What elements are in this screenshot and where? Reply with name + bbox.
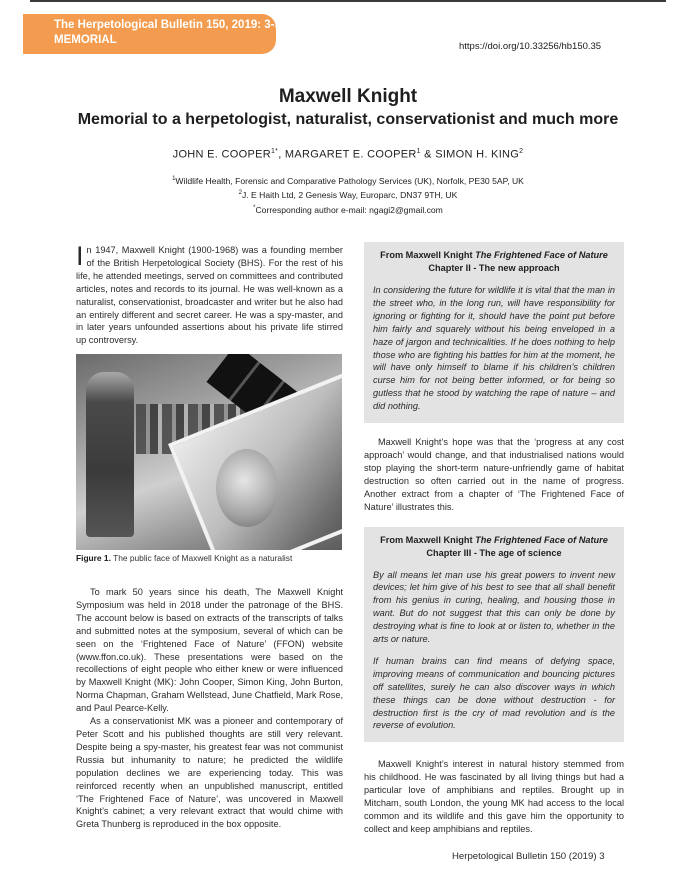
author-affil-mark: 1 [416, 148, 421, 155]
affil-mark: 1 [172, 176, 176, 182]
journal-citation: The Herpetological Bulletin 150, 2019: 3-5 [54, 19, 281, 31]
author-affil-mark: 2 [519, 148, 524, 155]
affil-mark: * [253, 204, 256, 211]
left-intro [76, 241, 343, 347]
author-separator: & [420, 148, 436, 161]
quote-box-heading [373, 249, 615, 275]
photo-portrait-face [216, 449, 278, 527]
author-affil-mark: 1* [270, 148, 279, 155]
box-heading-book: The Frightened Face of Nature [475, 534, 608, 545]
top-rule [30, 0, 666, 2]
box-heading-book: The Frightened Face of Nature [475, 250, 608, 260]
quote-text: By all means let man use his great powers to invent new devices; let him give of his best to see that all shall benefit from his genius in curing, healing, and housing those in want. But do not suggest that this can only be done by destroying what is fine to look at or listen to, whether in the arts or nature. [373, 569, 615, 645]
figure-caption-text: The public face of Maxwell Knight as a naturalist [110, 553, 293, 563]
affil-text: J. E Haith Ltd, 2 Genesis Way, Europarc, DN37 9TH, UK [241, 190, 458, 201]
article-subtitle: Memorial to a herpetologist, naturalist, conservationist and much more [77, 111, 619, 128]
intro-paragraph [76, 241, 343, 347]
body-paragraph: As a conservationist MK was a pioneer and contemporary of Peter Scott and his published thoughts are still very relevant. Despite being a spy-master, his greatest fear was not communist Russia but inhumanity to nature; he predicted the wildlife population declines we are experiencing today. This was reinforced recently when an unpublished manuscript, entitled ‘The Frightened Face of Nature’, was uncovered in Maxwell Knight’s cabinet; a very relevant extract that would chime with Greta Thunberg is reproduced in the box opposite. [76, 716, 343, 830]
running-footer: Herpetological Bulletin 150 (2019) 3 [452, 851, 605, 862]
box-heading-prefix: From Maxwell Knight [380, 250, 476, 260]
doi-link[interactable]: https://doi.org/10.33256/hb150.35 [459, 41, 602, 52]
author-name: SIMON H. KING [435, 148, 520, 161]
affil-text: Wildlife Health, Forensic and Comparative Pathology Services (UK), Norfolk, PE30 5AP, UK [175, 175, 524, 186]
author-name: JOHN E. COOPER [172, 148, 271, 161]
author-list [0, 148, 696, 161]
figure-1-photo [76, 354, 342, 550]
left-body [76, 586, 343, 831]
affil-mark: 2 [238, 190, 242, 197]
quote-text: If human brains can find means of defying space, improving means of communication and bouncing pictures off satellites, surely he can also discover ways in which these things can be done without destruction - for destruction first is the cry of mad revolution and is the reverse of evolution. [373, 655, 615, 731]
intro-text: n 1947, Maxwell Knight (1900-1968) was a founding member of the British Herpetological Society (BHS). For the rest of his life, he attended meetings, served on committees and contributed articles, notes and records to its journal. He was well-known as a naturalist, conservationist, broadcaster and writer but he also had an entirely different and secret career. He was a spy-master, and in later years unfounded assertions about his private life stirred up controversy. [76, 245, 343, 346]
body-paragraph: Maxwell Knight’s hope was that the ‘progress at any cost approach’ would change, and that industrialised nations would stop playing the short-term nature-unfriendly game of habitat destruction so often carried out in the name of progress. Another extract from a chapter of ‘The Frightened Face of Nature’ illustrates this. [364, 437, 624, 512]
affiliation-line [0, 173, 696, 187]
box-heading-prefix: From Maxwell Knight [380, 534, 476, 545]
quote-box-heading [373, 534, 615, 560]
article-title: Maxwell Knight [278, 86, 418, 107]
banner-text [54, 18, 281, 48]
quote-text: In considering the future for wildlife it is vital that the man in the street who, in the long run, will have responsibility for ignoring or fighting for it, should have the point put before him fairly and squarely without his being enveloped in a haze of jargon and technicalities. If he does nothing to help those who are fighting his battles for him at the moment, he will have only himself to blame if his children’s children curse him for not being better informed, or for being so gutless that he stood by watching the rape of nature – and did nothing. [373, 285, 615, 412]
figure-label: Figure 1. [76, 553, 111, 563]
affiliation-line [0, 202, 696, 216]
box-heading-chapter: Chapter III - The age of science [426, 547, 562, 558]
body-paragraph: To mark 50 years since his death, The Maxwell Knight Symposium was held in 2018 under the patronage of the BHS. The account below is based on extracts of the transcripts of talks and submitted notes at the symposium, several of which can be seen on the ‘Frightened Face of Nature’ (FFON) website (www.ffon.co.uk). These presentations were based on the recollections of eight people who either knew or were influenced by Maxwell Knight (MK): John Cooper, Simon King, John Burton, Norma Chapman, Graham Wellstead, June Chatfield, Mark Rose, and Paul Pearce-Kelly. [76, 587, 343, 714]
drop-cap: I [76, 241, 84, 271]
photo-standing-man [86, 372, 134, 537]
author-separator: , [278, 148, 285, 161]
corresponding-email: Corresponding author e-mail: ngagi2@gmail.com [255, 204, 443, 215]
section-label: MEMORIAL [54, 34, 117, 46]
body-paragraph: Maxwell Knight’s interest in natural history stemmed from his childhood. He was fascinated by all living things but had a particular love of amphibians and reptiles. Brought up in Mitcham, south London, the young MK had access to the local common and its wildlife and this gave him the opportunity to collect and keep amphibians and reptiles. [364, 759, 624, 834]
quote-box-chapter-3 [364, 527, 624, 743]
right-column [364, 242, 624, 836]
affiliation-line [0, 187, 696, 201]
author-name: MARGARET E. COOPER [284, 148, 417, 161]
figure-caption [76, 553, 292, 563]
affiliations [0, 173, 696, 216]
quote-box-chapter-2 [364, 242, 624, 423]
box-heading-chapter: Chapter II - The new approach [428, 263, 560, 273]
